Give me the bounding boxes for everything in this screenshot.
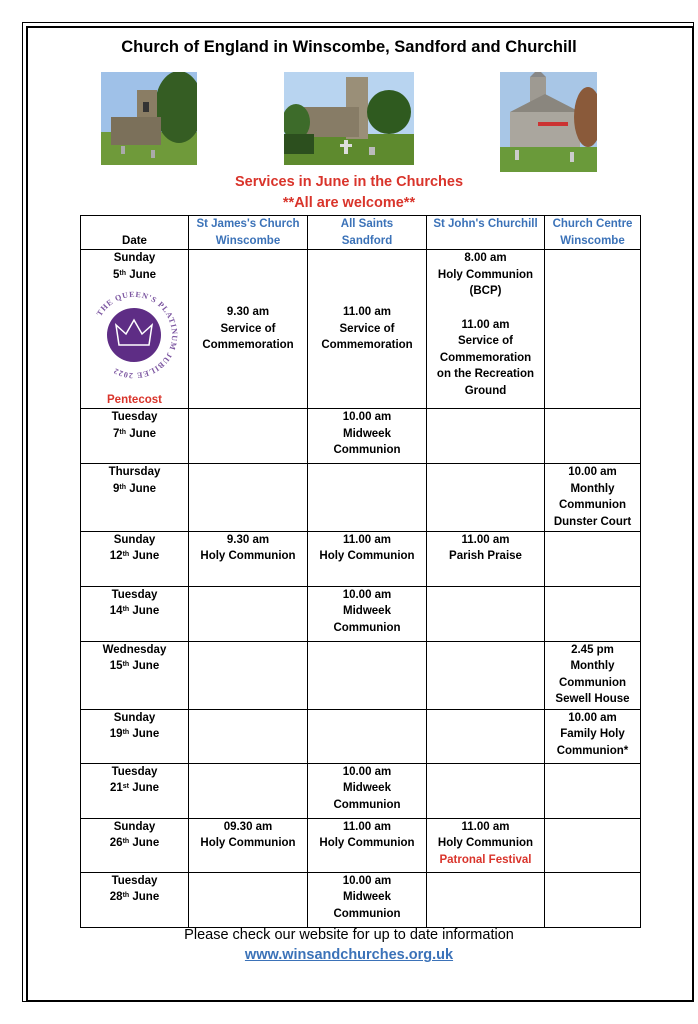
date-cell [81,763,189,818]
services-heading: Services in June in the Churches [234,174,464,190]
service-cell [308,531,427,586]
welcome-text: **All are welcome** [282,195,416,211]
date-cell [81,872,189,927]
service-line: 09.30 am [223,820,273,833]
day-label: Tuesday [111,765,158,778]
date-suffix: th [119,483,126,491]
table-row [81,409,641,464]
date-cell [81,464,189,531]
service-cell [545,586,641,641]
service-cell [545,531,641,586]
day-note: Pentecost [107,393,162,406]
website-link[interactable]: www.winsandchurches.org.uk [244,947,454,963]
month-label: June [132,782,160,795]
date-number: 21 [109,782,123,795]
jubilee-logo [89,290,179,380]
day-label: Tuesday [111,588,158,601]
day-label: Sunday [113,252,156,265]
month-label: June [132,605,160,618]
header-label: Winscombe [215,234,281,247]
service-cell [427,586,545,641]
service-line: Midweek [343,891,391,904]
date-suffix: th [119,269,126,277]
service-cell [308,250,427,409]
service-cell [189,872,308,927]
table-header-row [81,216,641,250]
page-title: Church of England in Winscombe, Sandford and Churchill [121,38,577,56]
day-label: Thursday [108,466,161,479]
table-row [81,641,641,709]
date-number: 7 [112,427,120,440]
table-row [81,464,641,531]
service-line: (BCP) [469,285,502,298]
date-number: 28 [109,891,123,904]
service-cell [308,586,427,641]
date-suffix: th [122,838,130,846]
service-cell [545,409,641,464]
service-cell [427,464,545,531]
header-label: St James's Church [196,218,300,230]
service-cell [308,818,427,872]
service-cell [189,464,308,531]
service-line: Communion [333,798,401,811]
date-suffix: th [119,428,126,436]
service-line: Sewell House [555,693,630,706]
month-label: June [132,550,160,563]
date-number: 19 [109,728,123,741]
service-line: Holy Communion [319,550,415,563]
service-cell [545,709,641,763]
service-cell [427,818,545,872]
service-cell [545,641,641,709]
service-line: Holy Communion [319,837,415,850]
service-cell [308,409,427,464]
date-suffix: th [122,661,130,669]
day-label: Sunday [113,711,156,724]
photo-all-saints-church [284,72,414,165]
service-cell [545,464,641,531]
service-cell [545,818,641,872]
service-line: 10.00 am [342,588,392,601]
service-line: Service of [458,335,513,348]
service-line: Family Holy [560,728,625,741]
header-label: Sandford [341,234,393,247]
month-label: June [132,891,160,904]
service-cell [189,531,308,586]
column-header [427,216,545,250]
service-cell [308,763,427,818]
service-cell [545,250,641,409]
service-line: Commemoration [202,339,294,352]
service-line: Communion* [556,744,629,757]
column-header [81,216,189,250]
service-line: 10.00 am [342,874,392,887]
services-table [80,215,641,928]
service-line: Commemoration [321,339,413,352]
day-label: Wednesday [102,643,167,656]
month-label: June [129,482,157,495]
date-suffix: th [122,551,130,559]
date-cell [81,586,189,641]
day-label: Tuesday [111,874,158,887]
day-label: Sunday [113,533,156,546]
date-cell [81,531,189,586]
table-row [81,531,641,586]
table-row [81,709,641,763]
service-line: Commemoration [439,351,532,364]
column-header [308,216,427,250]
footer-note: Please check our website for up to date information [184,927,514,943]
service-line: 9.30 am [226,306,270,319]
service-line: 9.30 am [226,533,270,546]
service-line: Ground [464,384,507,397]
service-line: Communion [333,907,401,920]
table-row [81,250,641,409]
table-row [81,872,641,927]
column-header [545,216,641,250]
service-cell [189,586,308,641]
service-cell [427,250,545,409]
service-line: 11.00 am [461,318,510,331]
header-label: Church Centre [552,218,633,230]
service-line: 11.00 am [461,533,510,546]
service-cell [308,709,427,763]
service-line: Holy Communion [437,837,534,850]
service-cell [189,409,308,464]
service-line: Midweek [343,782,391,795]
date-cell [81,250,189,409]
service-line: Communion [333,621,401,634]
header-label: All Saints [340,218,394,230]
service-cell [189,709,308,763]
header-label: Winscombe [560,234,625,247]
date-number: 9 [112,482,120,495]
date-number: 26 [109,837,123,850]
service-line: 11.00 am [461,820,510,833]
photo-st-johns-church [500,72,597,172]
service-line: 8.00 am [464,252,507,265]
service-line: Holy Communion [437,268,534,281]
service-line: Parish Praise [449,550,522,563]
service-cell [189,641,308,709]
service-cell [545,763,641,818]
date-cell [81,818,189,872]
table-row [81,818,641,872]
service-cell [189,818,308,872]
service-line: Service of [220,322,276,335]
date-suffix: th [122,606,130,614]
service-cell [427,872,545,927]
service-line: 11.00 am [343,306,391,319]
service-line: on the Recreation [436,368,535,381]
service-line [429,300,542,317]
service-line: Communion [558,499,627,512]
service-cell [308,641,427,709]
month-label: June [129,427,157,440]
service-cell [427,763,545,818]
service-line: 10.00 am [342,411,392,424]
service-line: 2.45 pm [571,643,614,656]
date-number: 5 [112,268,120,281]
column-header [189,216,308,250]
service-cell [545,872,641,927]
service-line: 11.00 am [343,820,391,833]
service-line: Monthly [570,482,615,495]
service-cell [427,641,545,709]
date-suffix: st [122,783,129,791]
month-label: June [129,268,157,281]
date-cell [81,709,189,763]
header-label: Date [122,234,147,247]
table-row [81,763,641,818]
date-number: 14 [109,605,123,618]
service-line: Service of [339,322,395,335]
date-number: 15 [109,660,123,673]
date-suffix: th [122,729,130,737]
service-line: 10.00 am [568,711,617,724]
service-line: Midweek [343,605,391,618]
month-label: June [132,728,160,741]
header-label: St John's Churchill [433,218,538,230]
table-row [81,586,641,641]
service-cell [427,709,545,763]
service-line: Dunster Court [553,515,632,528]
service-note: Patronal Festival [439,853,532,866]
date-number: 12 [109,550,123,563]
date-suffix: th [122,892,130,900]
service-cell [308,464,427,531]
service-line: Communion [558,676,627,689]
service-line: 10.00 am [568,466,617,479]
service-line: Midweek [343,427,391,440]
photo-st-james-church [101,72,197,165]
month-label: June [132,837,160,850]
day-label: Tuesday [111,411,158,424]
service-line: 11.00 am [343,533,391,546]
service-line: Holy Communion [200,550,296,563]
service-line: Holy Communion [200,837,296,850]
service-cell [308,872,427,927]
service-line: Monthly [570,660,615,673]
service-line: 10.00 am [342,765,392,778]
service-cell [427,409,545,464]
day-label: Sunday [113,820,156,833]
service-line: Communion [333,444,401,457]
service-cell [189,250,308,409]
service-cell [427,531,545,586]
service-cell [189,763,308,818]
date-cell [81,641,189,709]
date-cell [81,409,189,464]
month-label: June [132,660,160,673]
jubilee-logo-disc [107,308,161,362]
jubilee-logo-text: THE QUEEN'S PLATINUM JUBILEE 2022 [94,290,179,381]
